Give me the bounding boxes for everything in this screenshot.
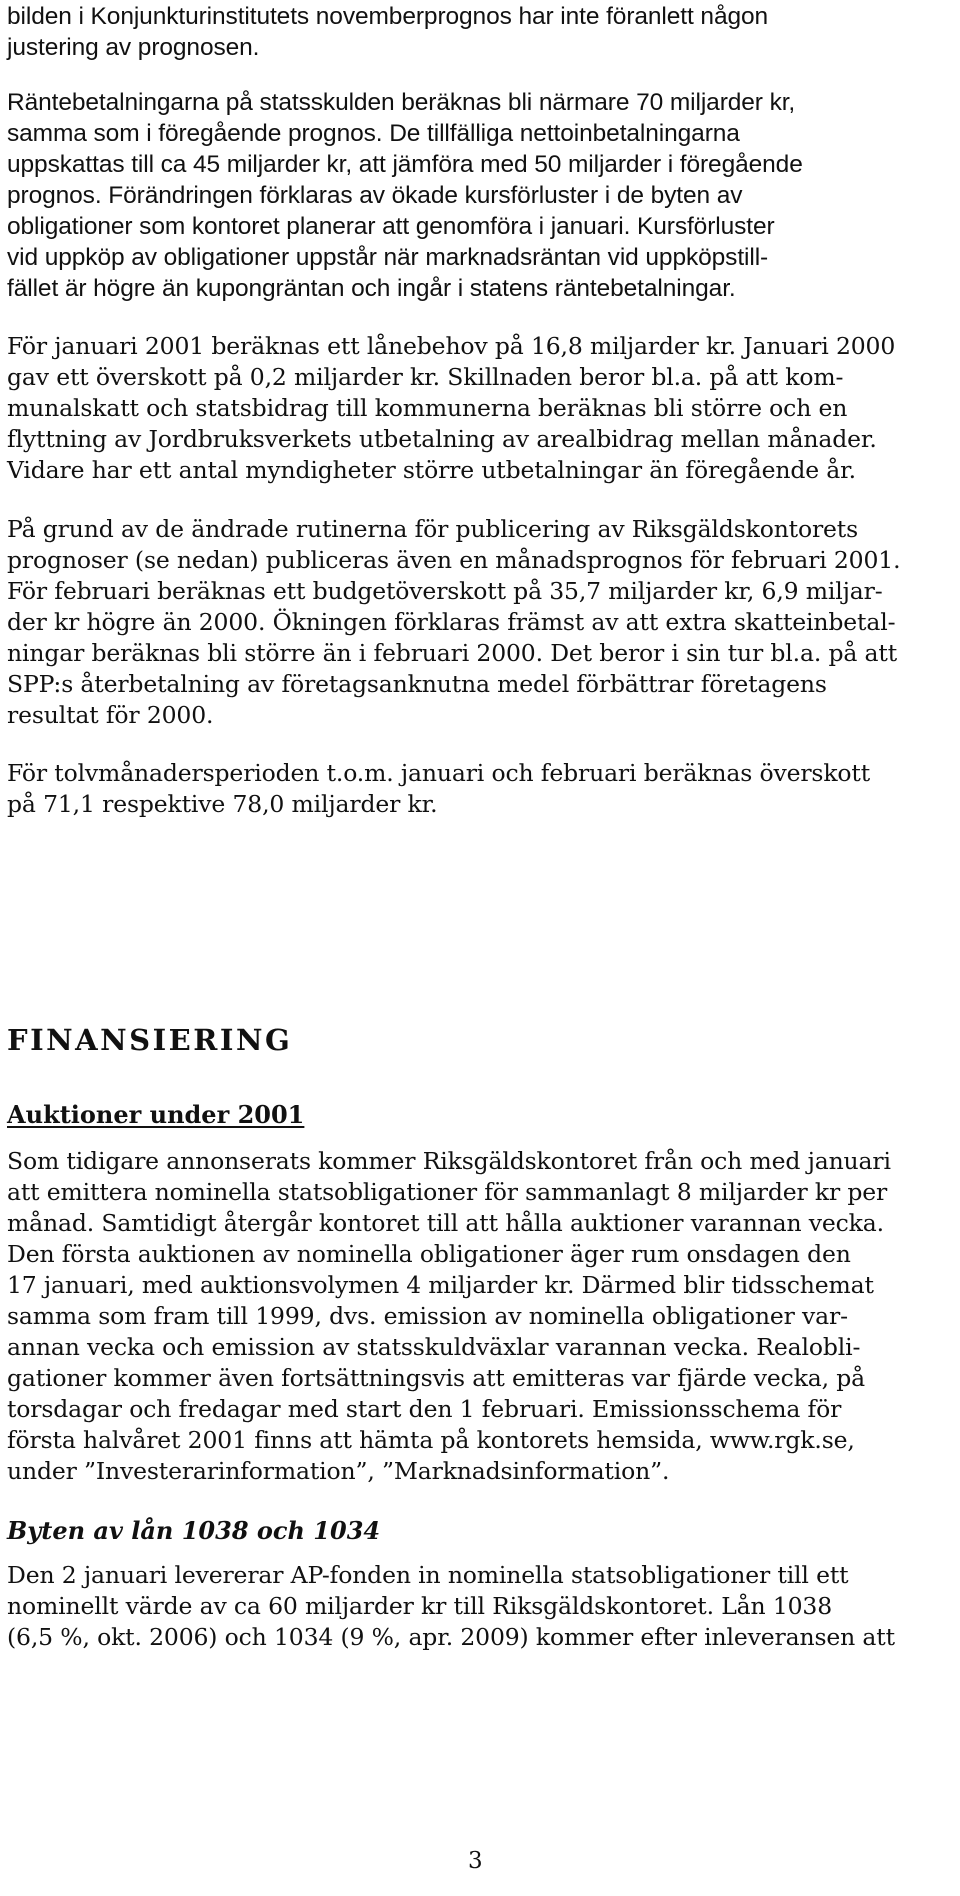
text-line: SPP:s återbetalning av företagsanknutna medel förbättrar företagens [7, 670, 827, 698]
text-line: (6,5 %, okt. 2006) och 1034 (9 %, apr. 2009) kommer efter inleveransen att [7, 1623, 895, 1651]
text-line: uppskattas till ca 45 miljarder kr, att jämföra med 50 miljarder i föregående [7, 151, 803, 178]
text-line: ningar beräknas bli större än i februari 2000. Det beror i sin tur bl.a. på att [7, 639, 897, 667]
text-line: På grund av de ändrade rutinerna för publicering av Riksgäldskontorets [7, 515, 859, 543]
text-line: fället är högre än kupongräntan och ingår i statens räntebetalningar. [7, 275, 736, 302]
text-line: justering av prognosen. [7, 34, 260, 61]
text-line: resultat för 2000. [7, 701, 214, 729]
text-line: För januari 2001 beräknas ett lånebehov på 16,8 miljarder kr. Januari 2000 [7, 332, 896, 360]
text-line: gationer kommer även fortsättningsvis att emitteras var fjärde vecka, på [7, 1364, 866, 1392]
text-line: månad. Samtidigt återgår kontoret till att hålla auktioner varannan vecka. [7, 1209, 884, 1237]
text-line: obligationer som kontoret planerar att genomföra i januari. Kursförluster [7, 213, 775, 240]
text-line: vid uppköp av obligationer uppstår när marknadsräntan vid uppköpstill- [7, 244, 769, 271]
text-line: Räntebetalningarna på statsskulden beräknas bli närmare 70 miljarder kr, [7, 89, 796, 116]
text-line: Som tidigare annonserats kommer Riksgäldskontoret från och med januari [7, 1147, 891, 1175]
text-line: munalskatt och statsbidrag till kommunerna beräknas bli större och en [7, 394, 848, 422]
text-line: att emittera nominella statsobligationer för sammanlagt 8 miljarder kr per [7, 1178, 888, 1206]
text-line: Den 2 januari levererar AP-fonden in nominella statsobligationer till ett [7, 1561, 849, 1589]
subheading: Byten av lån 1038 och 1034 [7, 1516, 381, 1545]
text-line: på 71,1 respektive 78,0 miljarder kr. [7, 790, 438, 818]
text-line: gav ett överskott på 0,2 miljarder kr. Skillnaden beror bl.a. på att kom- [7, 363, 844, 391]
text-line: samma som fram till 1999, dvs. emission av nominella obligationer var- [7, 1302, 848, 1330]
text-line: Vidare har ett antal myndigheter större utbetalningar än föregående år. [7, 456, 856, 484]
subheading: Auktioner under 2001 [7, 1100, 305, 1129]
section-heading: FINANSIERING [7, 1023, 293, 1057]
text-line: samma som i föregående prognos. De tillfälliga nettoinbetalningarna [7, 120, 740, 147]
text-line: prognoser (se nedan) publiceras även en månadsprognos för februari 2001. [7, 546, 901, 574]
text-line: För tolvmånadersperioden t.o.m. januari och februari beräknas överskott [7, 759, 871, 787]
text-line: torsdagar och fredagar med start den 1 februari. Emissionsschema för [7, 1395, 842, 1423]
text-line: 17 januari, med auktionsvolymen 4 miljarder kr. Därmed blir tidsschemat [7, 1271, 874, 1299]
text-line: nominellt värde av ca 60 miljarder kr till Riksgäldskontoret. Lån 1038 [7, 1592, 833, 1620]
text-line: annan vecka och emission av statsskuldväxlar varannan vecka. Realobli- [7, 1333, 861, 1361]
text-line: der kr högre än 2000. Ökningen förklaras främst av att extra skatteinbetal- [7, 608, 896, 636]
text-line: För februari beräknas ett budgetöverskott på 35,7 miljarder kr, 6,9 miljar- [7, 577, 883, 605]
text-line: prognos. Förändringen förklaras av ökade kursförluster i de byten av [7, 182, 743, 209]
page-number: 3 [468, 1848, 483, 1874]
text-line: under ”Investerarinformation”, ”Marknadsinformation”. [7, 1457, 670, 1485]
text-line: bilden i Konjunkturinstitutets novemberprognos har inte föranlett någon [7, 3, 769, 30]
text-line: Den första auktionen av nominella obligationer äger rum onsdagen den [7, 1240, 851, 1268]
text-line: flyttning av Jordbruksverkets utbetalning av arealbidrag mellan månader. [7, 425, 877, 453]
text-line: första halvåret 2001 finns att hämta på kontorets hemsida, www.rgk.se, [7, 1426, 855, 1454]
